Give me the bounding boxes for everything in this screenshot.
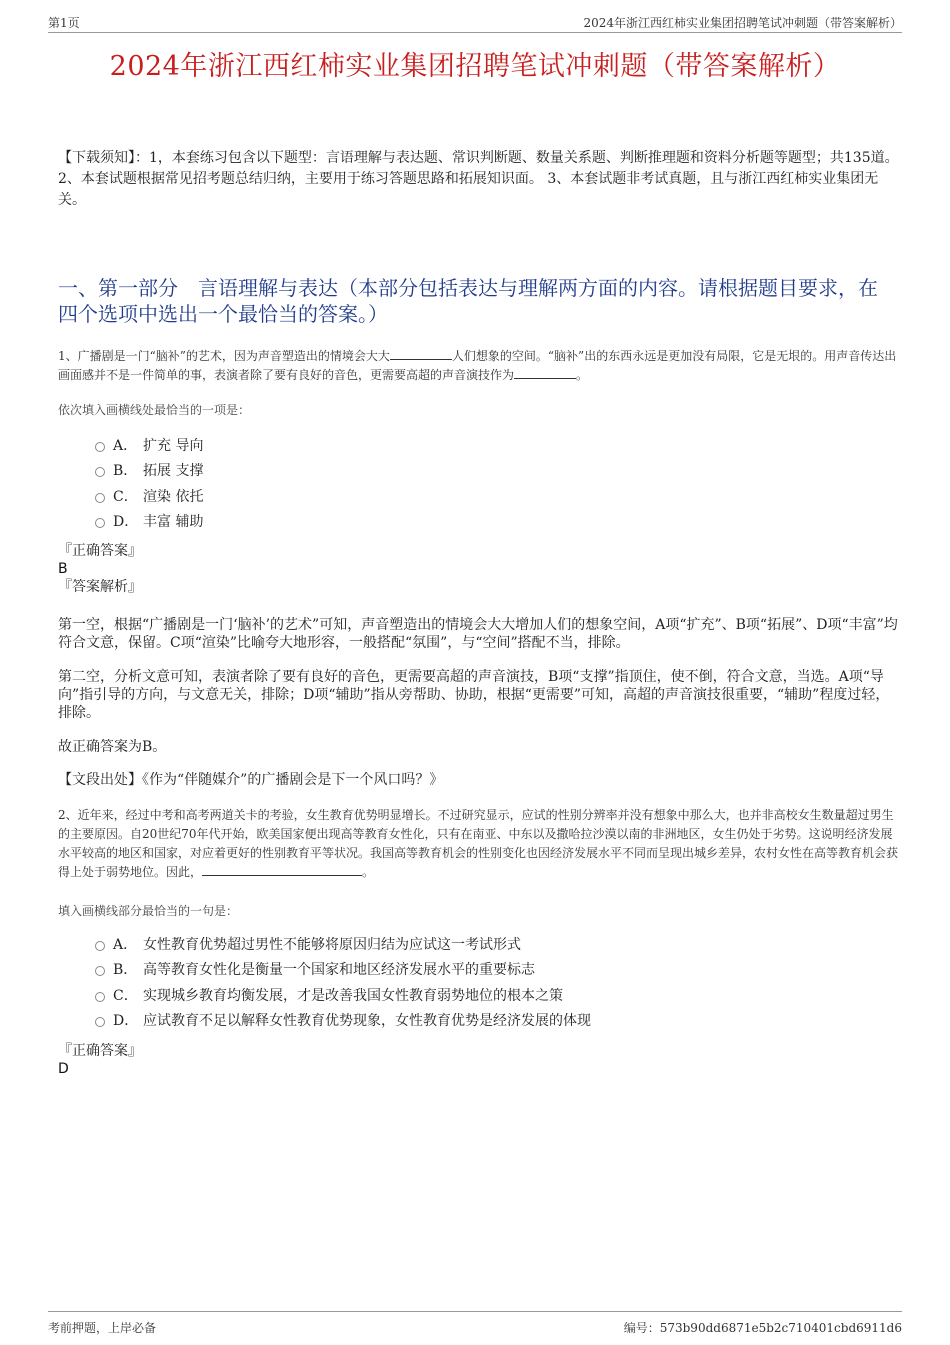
q1-answer-block bbox=[58, 542, 898, 596]
q1-blank-2 bbox=[514, 366, 576, 379]
section-heading: 一、第一部分 言语理解与表达（本部分包括表达与理解两方面的内容。请根据题目要求，在四个选项中选出一个最恰当的答案。） bbox=[58, 276, 878, 326]
radio-icon[interactable] bbox=[95, 1017, 105, 1027]
q1-source: 【文段出处】《作为“伴随媒介”的广播剧会是下一个风口吗？》 bbox=[58, 772, 444, 788]
download-notice: 【下载须知】：1，本套练习包含以下题型：言语理解与表达题、常识判断题、数量关系题、判断推理题和资料分析题等题型；共135道。 2、本套试题根据常见招考题总结归纳，主要用于练习答题思路和拓展知识面。 3、本套试题非考试真题，且与浙江西红柿实业集团无关。 bbox=[58, 150, 899, 208]
q1-analysis-para-2: 第二空，分析文意可知，表演者除了要有良好的音色，更需要高超的声音演技，B项“支撑”指顶住，使不倒，符合文意，当选。A项“导向”指引导的方向，与文意无关，排除；D项“辅助”指从旁帮助、协助，根据“更需要”可知，高超的声音演技很重要，“辅助”程度过轻，排除。 bbox=[58, 669, 890, 721]
q2-prompt: 填入画横线部分最恰当的一句是： bbox=[58, 904, 239, 918]
q1-option-b[interactable]: B． 拓展 支撑 bbox=[95, 458, 203, 484]
page-header bbox=[48, 14, 902, 33]
q2-answer: D bbox=[58, 1061, 69, 1077]
q1-prompt: 依次填入画横线处最恰当的一项是： bbox=[58, 403, 251, 417]
page-number: 第1页 bbox=[48, 16, 80, 30]
question-2-text bbox=[58, 806, 898, 882]
q1-options bbox=[95, 432, 203, 534]
q1-text-part-c: 。 bbox=[576, 368, 589, 382]
radio-icon[interactable] bbox=[95, 518, 105, 528]
q2-option-b[interactable]: B． 高等教育女性化是衡量一个国家和地区经济发展水平的重要标志 bbox=[95, 957, 591, 983]
footer-serial: 编号：573b90dd6871e5b2c710401cbd6911d6 bbox=[623, 1321, 902, 1335]
header-doc-title: 2024年浙江西红柿实业集团招聘笔试冲刺题（带答案解析） bbox=[583, 16, 902, 30]
document-title: 2024年浙江西红柿实业集团招聘笔试冲刺题（带答案解析） bbox=[109, 51, 841, 82]
q2-text-part-a: 2、近年来，经过中考和高考两道关卡的考验，女生教育优势明显增长。不过研究显示，应试的性别分辨率并没有想象中那么大，也并非高校女生数量超过男生的主要原因。自20世纪70年代开始，欧美国家便出现高等教育女性化，只有在南亚、中东以及撒哈拉沙漠以南的非洲地区，女生仍处于劣势。这说明经济发展水平较高的地区和国家，对应着更好的性别教育平等状况。我国高等教育机会的性别变化也因经济发展水平不同而呈现出城乡差异，农村女性在高等教育机会获得上处于弱势地位。因此， bbox=[58, 808, 899, 879]
q2-option-a[interactable]: A． 女性教育优势超过男性不能够将原因归结为应试这一考试形式 bbox=[95, 931, 591, 957]
q1-option-a[interactable]: A． 扩充 导向 bbox=[95, 432, 203, 458]
radio-icon[interactable] bbox=[95, 467, 105, 477]
q2-option-c[interactable]: C． 实现城乡教育均衡发展，才是改善我国女性教育弱势地位的根本之策 bbox=[95, 982, 591, 1008]
q1-analysis-para-1: 第一空，根据“广播剧是一门‘脑补’的艺术”可知，声音塑造出的情境会大大增加人们的想象空间，A项“扩充”、B项“拓展”、D项“丰富”均符合文意，保留。C项“渲染”比喻夸大地形容，一般搭配“氛围”，与“空间”搭配不当，排除。 bbox=[58, 617, 898, 651]
radio-icon[interactable] bbox=[95, 941, 105, 951]
radio-icon[interactable] bbox=[95, 966, 105, 976]
q2-blank bbox=[202, 863, 362, 876]
q1-option-c[interactable]: C． 渲染 依托 bbox=[95, 483, 203, 509]
q1-analysis-para-3: 故正确答案为B。 bbox=[58, 739, 167, 755]
q1-blank-1 bbox=[390, 347, 452, 360]
q1-answer: B bbox=[58, 561, 68, 577]
q2-answer-block bbox=[58, 1042, 898, 1078]
radio-icon[interactable] bbox=[95, 992, 105, 1002]
page-footer bbox=[48, 1311, 902, 1336]
q2-answer-label: 『正确答案』 bbox=[58, 1043, 142, 1059]
q1-text-part-a: 1、广播剧是一门“脑补”的艺术，因为声音塑造出的情境会大大 bbox=[58, 349, 390, 363]
q2-option-d[interactable]: D． 应试教育不足以解释女性教育优势现象，女性教育优势是经济发展的体现 bbox=[95, 1008, 591, 1034]
radio-icon[interactable] bbox=[95, 493, 105, 503]
q2-options bbox=[95, 931, 591, 1033]
radio-icon[interactable] bbox=[95, 442, 105, 452]
q1-text-part-b: 人们想象的空间。“脑补”出的东西永远是更加没有局限，它是无垠的。用声音传达出画面感并不是一件简单的事，表演者除了要有良好的音色，更需要高超的声音演技作为 bbox=[58, 349, 897, 382]
footer-slogan: 考前押题，上岸必备 bbox=[48, 1321, 157, 1335]
q1-analysis-label: 『答案解析』 bbox=[58, 579, 142, 595]
q2-text-part-b: 。 bbox=[362, 865, 375, 879]
q1-answer-label: 『正确答案』 bbox=[58, 543, 142, 559]
question-1-text bbox=[58, 347, 898, 385]
q1-option-d[interactable]: D． 丰富 辅助 bbox=[95, 509, 203, 535]
